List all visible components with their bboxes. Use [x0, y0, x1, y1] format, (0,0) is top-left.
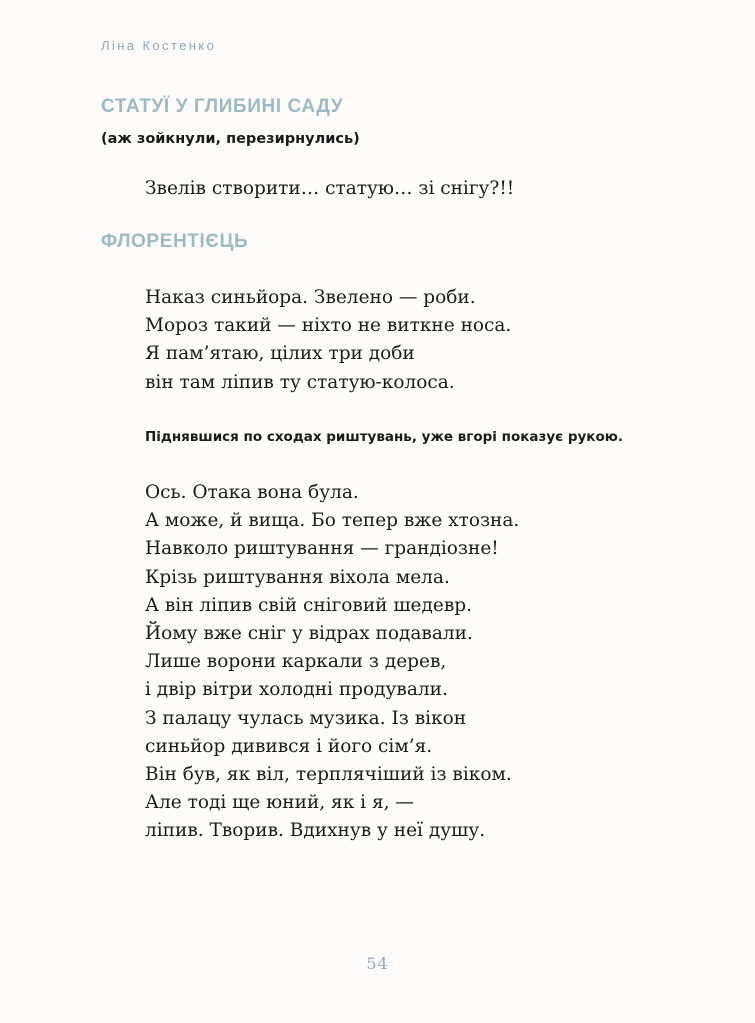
running-head-author: Ліна Костенко — [101, 38, 217, 53]
verse-line: А може, й вища. Бо тепер вже хтозна. — [145, 510, 520, 532]
speaker-name-florentine: ФЛОРЕНТІЄЦЬ — [101, 231, 249, 252]
stage-direction-scaffold: Піднявшися по сходах риштувань, уже вгорі показує рукою. — [145, 429, 623, 445]
verse-stanza-2 — [145, 479, 519, 846]
stage-direction-gasp: (аж зойкнули, перезирнулись) — [101, 131, 360, 147]
verse-line: Йому вже сніг у відрах подавали. — [145, 623, 473, 645]
verse-line: З палацу чулась музика. Із вікон — [145, 707, 467, 729]
verse-line: Навколо риштування — грандіозне! — [145, 538, 499, 560]
verse-line: Лише ворони каркали з дерев, — [145, 651, 447, 673]
verse-line: і двір вітри холодні продували. — [145, 679, 448, 701]
verse-line: ліпив. Творив. Вдихнув у неї душу. — [145, 820, 486, 842]
verse-line: синьйор дивився і його сім’я. — [145, 735, 433, 757]
verse-stanza-1 — [145, 284, 511, 397]
speaker-name-statues: СТАТУЇ У ГЛИБИНІ САДУ — [101, 96, 344, 117]
verse-line: Звелів створити… статую… зі снігу?!! — [145, 178, 515, 199]
verse-line: він там ліпив ту статую-колоса. — [145, 371, 455, 393]
verse-line: Наказ синьйора. Звелено — роби. — [145, 287, 476, 308]
verse-line: А він ліпив свій сніговий шедевр. — [145, 594, 472, 616]
verse-line: Крізь риштування віхола мела. — [145, 566, 450, 588]
verse-line: Ось. Отака вона була. — [145, 482, 359, 503]
page-number: 54 — [366, 954, 389, 973]
verse-line: Він був, як віл, терплячіший із віком. — [145, 764, 512, 786]
verse-line: Але тоді ще юний, як і я, — — [145, 792, 414, 814]
verse-statues — [145, 175, 514, 203]
verse-line: Мороз такий — ніхто не виткне носа. — [145, 315, 512, 337]
verse-line: Я пам’ятаю, цілих три доби — [145, 343, 415, 365]
